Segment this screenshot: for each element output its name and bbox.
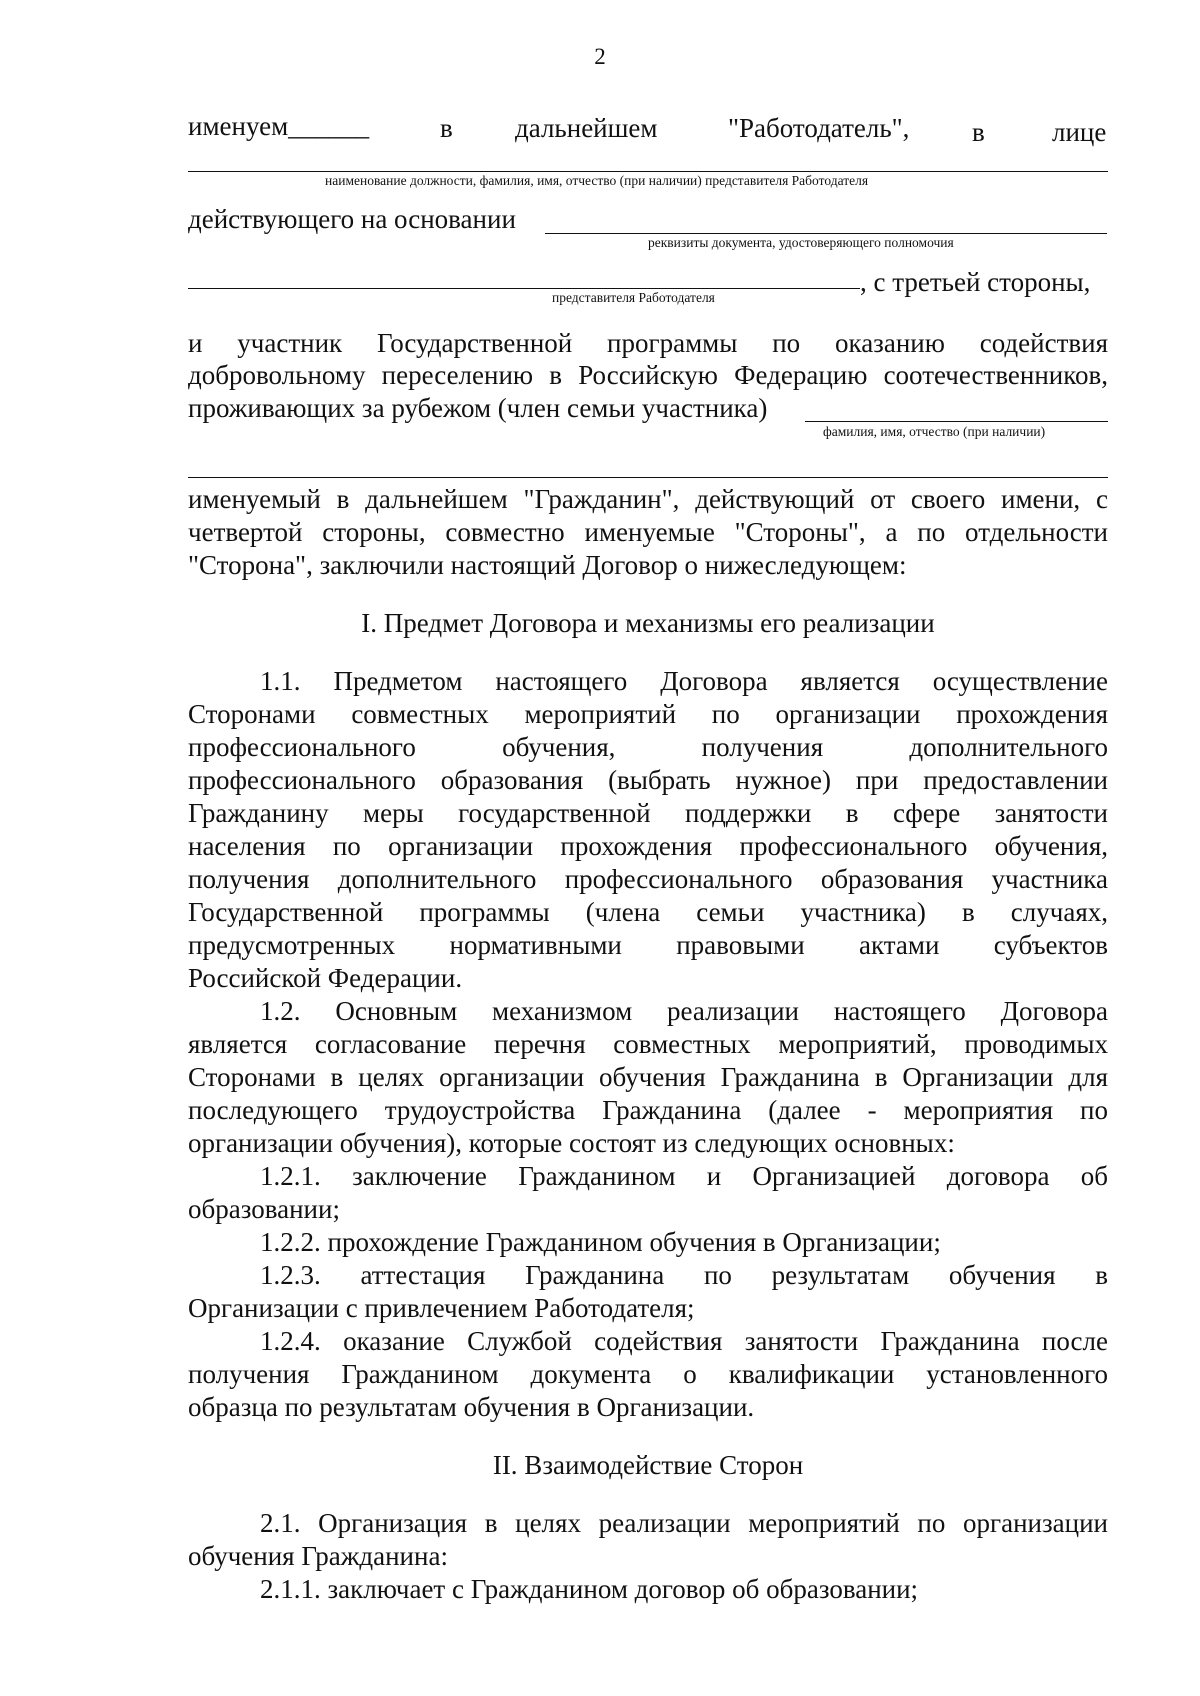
s1-p1-line-7: получения дополнительного профессионального образования участника: [188, 864, 1108, 894]
blank-line-participant-name: [805, 421, 1108, 422]
s1-p1-line-2: Сторонами совместных мероприятий по организации прохождения: [188, 699, 1108, 729]
s1-p1-line-4: профессионального образования (выбрать нужное) при предоставлении: [188, 765, 1108, 795]
s1-p1-line-3: профессионального обучения, получения дополнительного: [188, 732, 1108, 762]
third-party-text: , с третьей стороны,: [860, 267, 1091, 297]
intro-line-3: "Сторона", заключили настоящий Договор о нижеследующем:: [188, 550, 907, 580]
s1-p2-line-4: последующего трудоустройства Гражданина (далее - мероприятия по: [188, 1095, 1108, 1125]
header-word-4: "Работодатель",: [728, 113, 910, 143]
s1-p2-line-3: Сторонами в целях организации обучения Гражданина в Организации для: [188, 1062, 1108, 1092]
basis-label: действующего на основании: [188, 204, 516, 234]
caption-representative: наименование должности, фамилия, имя, отчество (при наличии) представителя Работодателя: [325, 173, 869, 188]
header-word-1: именуем______: [188, 111, 370, 141]
s1-p6-line-1: 1.2.4. оказание Службой содействия занятости Гражданина после: [260, 1326, 1108, 1356]
s1-p6-line-3: образца по результатам обучения в Организации.: [188, 1392, 755, 1422]
s1-p3-line-2: образовании;: [188, 1194, 340, 1224]
blank-line-third-party: [188, 288, 860, 289]
blank-line-representative: [188, 171, 1108, 172]
s1-p1-line-9: предусмотренных нормативными правовыми актами субъектов: [188, 930, 1108, 960]
s1-p1-line-5: Гражданину меры государственной поддержки в сфере занятости: [188, 798, 1108, 828]
blank-line-basis: [545, 233, 1107, 234]
s2-p1-line-1: 2.1. Организация в целях реализации мероприятий по организации: [260, 1508, 1108, 1538]
s1-p1-line-6: населения по организации прохождения профессионального обучения,: [188, 831, 1108, 861]
s1-p4-line-1: 1.2.2. прохождение Гражданином обучения в Организации;: [260, 1227, 941, 1257]
header-word-2: в: [440, 113, 453, 143]
section-2-title: II. Взаимодействие Сторон: [492, 1450, 804, 1480]
s1-p2-line-2: является согласование перечня совместных мероприятий, проводимых: [188, 1029, 1108, 1059]
header-word-3: дальнейшем: [515, 113, 658, 143]
intro-line-1: именуемый в дальнейшем "Гражданин", действующий от своего имени, с: [188, 484, 1108, 514]
header-word-5: в: [972, 117, 985, 147]
page-number: 2: [594, 44, 606, 69]
s1-p2-line-5: организации обучения), которые состоят из следующих основных:: [188, 1128, 955, 1158]
s1-p5-line-2: Организации с привлечением Работодателя;: [188, 1293, 695, 1323]
caption-third-party: представителя Работодателя: [552, 290, 715, 305]
s1-p2-line-1: 1.2. Основным механизмом реализации настоящего Договора: [260, 996, 1108, 1026]
header-word-6: лице: [1052, 117, 1107, 147]
s1-p5-line-1: 1.2.3. аттестация Гражданина по результатам обучения в: [260, 1260, 1108, 1290]
participant-line-2: добровольному переселению в Российскую Федерацию соотечественников,: [188, 360, 1108, 390]
s1-p1-line-8: Государственной программы (члена семьи участника) в случаях,: [188, 897, 1108, 927]
participant-line-3: проживающих за рубежом (член семьи участника): [188, 393, 768, 423]
s1-p6-line-2: получения Гражданином документа о квалификации установленного: [188, 1359, 1108, 1389]
s1-p1-line-10: Российской Федерации.: [188, 963, 463, 993]
s1-p3-line-1: 1.2.1. заключение Гражданином и Организацией договора об: [260, 1161, 1108, 1191]
s2-p1-line-2: обучения Гражданина:: [188, 1541, 448, 1571]
caption-basis: реквизиты документа, удостоверяющего полномочия: [648, 235, 954, 250]
participant-line-1: и участник Государственной программы по оказанию содействия: [188, 328, 1108, 358]
s1-p1-line-1: 1.1. Предметом настоящего Договора является осуществление: [260, 666, 1108, 696]
intro-line-2: четвертой стороны, совместно именуемые "Стороны", а по отдельности: [188, 517, 1108, 547]
caption-participant-name: фамилия, имя, отчество (при наличии): [823, 424, 1046, 439]
section-1-title: I. Предмет Договора и механизмы его реализации: [361, 608, 935, 638]
s2-p2-line-1: 2.1.1. заключает с Гражданином договор об образовании;: [260, 1574, 919, 1604]
blank-line-full: [188, 477, 1108, 478]
